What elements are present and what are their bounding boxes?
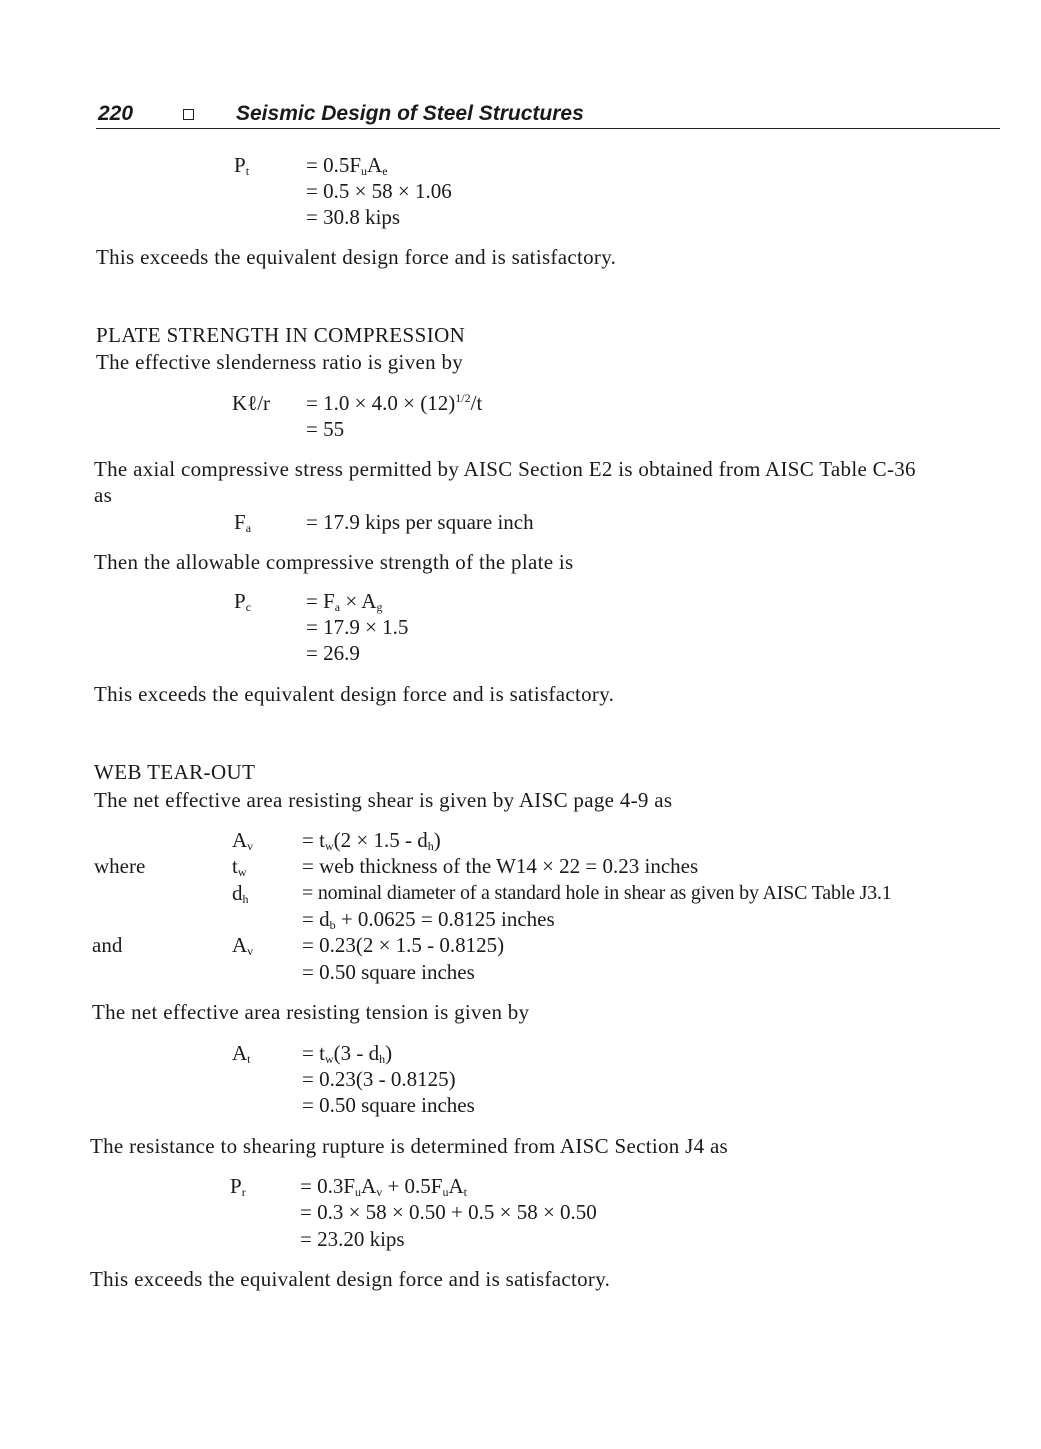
conclusion-text: This exceeds the equivalent design force and is satisfactory. — [90, 1267, 611, 1291]
equation-symbol: $t_w$ — [232, 854, 247, 879]
equation-line: = 0.50 square inches — [302, 1093, 475, 1117]
paragraph-text: The resistance to shearing rupture is determined from AISC Section J4 as — [90, 1134, 729, 1158]
equation-symbol: $P_c$ — [234, 589, 252, 614]
equation-line: = 26.9 — [306, 641, 360, 665]
paragraph-text: Then the allowable compressive strength of the plate is — [94, 550, 574, 574]
paragraph-text: The net effective area resisting shear is given by AISC page 4-9 as — [94, 788, 673, 812]
equation-line: = nominal diameter of a standard hole in shear as given by AISC Table J3.1 — [302, 882, 892, 904]
paragraph-text: The effective slenderness ratio is given by — [96, 350, 464, 374]
equation-line: = $d_b + 0.0625 = 0.8125$ inches — [302, 907, 555, 932]
paragraph-text: as — [94, 483, 113, 507]
equation-line: = $1.0 \times 4.0 \times (12)^{1/2}/t$ — [306, 391, 483, 415]
equation-line: = 0.3 × 58 × 0.50 + 0.5 × 58 × 0.50 — [300, 1200, 597, 1224]
equation-line: = 30.8 kips — [306, 205, 401, 229]
equation-line: = 0.5 × 58 × 1.06 — [306, 179, 452, 203]
where-label: where — [94, 854, 146, 878]
equation-line: = 0.50 square inches — [302, 960, 475, 984]
equation-symbol: $A_v$ — [232, 933, 254, 958]
page-number: 220 — [98, 102, 134, 125]
equation-symbol: $P_r$ — [230, 1174, 246, 1199]
equation-line: = 23.20 kips — [300, 1227, 405, 1251]
equation-line: = $F_a \times A_g$ — [306, 589, 383, 614]
equation-line: = $0.5F_uA_e$ — [306, 153, 388, 178]
equation-line: = 55 — [306, 417, 345, 441]
section-heading: PLATE STRENGTH IN COMPRESSION — [96, 323, 466, 347]
equation-symbol: Kℓ/r — [232, 391, 271, 415]
equation-line: = 0.23(3 - 0.8125) — [302, 1067, 456, 1091]
conclusion-text: This exceeds the equivalent design force and is satisfactory. — [94, 682, 615, 706]
equation-line: = $0.3F_uA_v + 0.5F_uA_t$ — [300, 1174, 467, 1199]
equation-line: = web thickness of the W14 × 22 = 0.23 inches — [302, 854, 699, 878]
section-heading: WEB TEAR-OUT — [94, 760, 256, 784]
equation-symbol: $d_h$ — [232, 881, 249, 906]
equation-symbol: $F_a$ — [234, 510, 252, 535]
book-title: Seismic Design of Steel Structures — [236, 102, 584, 125]
equation-symbol: $A_t$ — [232, 1041, 251, 1066]
equation-line: = 0.23(2 × 1.5 - 0.8125) — [302, 933, 505, 957]
equation-line: = $t_w(3 - d_h)$ — [302, 1041, 393, 1066]
equation-line: = 17.9 × 1.5 — [306, 615, 409, 639]
and-label: and — [92, 933, 123, 957]
equation-line: = $t_w(2 \times 1.5 - d_h)$ — [302, 828, 441, 853]
separator-box-icon — [183, 109, 194, 120]
equation-symbol: $P_t$ — [234, 153, 250, 178]
equation-symbol: $A_v$ — [232, 828, 254, 853]
running-header — [96, 100, 1000, 129]
paragraph-text: The net effective area resisting tension is given by — [92, 1000, 530, 1024]
equation-line: = 17.9 kips per square inch — [306, 510, 534, 534]
conclusion-text: This exceeds the equivalent design force and is satisfactory. — [96, 245, 617, 269]
paragraph-text: The axial compressive stress permitted by AISC Section E2 is obtained from AISC Table C-36 — [94, 457, 916, 481]
